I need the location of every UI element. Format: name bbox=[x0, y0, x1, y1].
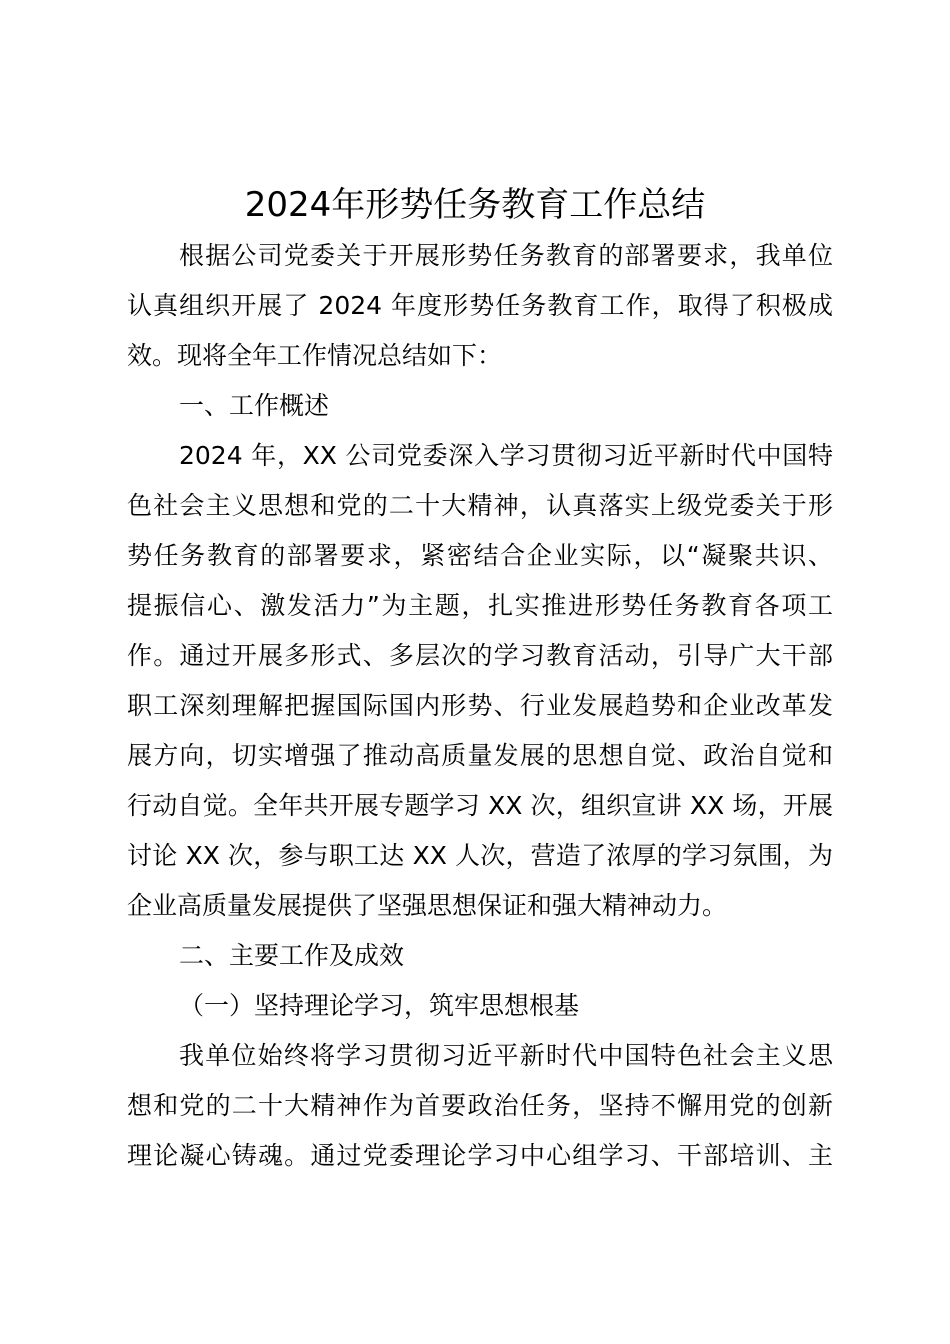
paragraph-line: 企业高质量发展提供了坚强思想保证和强大精神动力。 bbox=[127, 891, 728, 920]
paragraph-line: 二、主要工作及成效 bbox=[179, 941, 405, 970]
document-title: 2024年形势任务教育工作总结 bbox=[244, 185, 706, 225]
paragraph-line: 讨论 XX 次，参与职工达 XX 人次，营造了浓厚的学习氛围，为 bbox=[127, 841, 833, 870]
paragraph-line: 认真组织开展了 2024 年度形势任务教育工作，取得了积极成 bbox=[127, 291, 833, 320]
paragraph-line: 想和党的二十大精神作为首要政治任务，坚持不懈用党的创新 bbox=[127, 1091, 833, 1120]
paragraph-line: 理论凝心铸魂。通过党委理论学习中心组学习、干部培训、主 bbox=[127, 1141, 833, 1170]
paragraph-line: 提振信心、激发活力”为主题，扎实推进形势任务教育各项工 bbox=[127, 591, 833, 620]
paragraph-line: （一）坚持理论学习，筑牢思想根基 bbox=[179, 991, 580, 1020]
paragraph-line: 行动自觉。全年共开展专题学习 XX 次，组织宣讲 XX 场，开展 bbox=[127, 791, 833, 820]
document-body bbox=[127, 231, 833, 1181]
paragraph-line: 效。现将全年工作情况总结如下： bbox=[127, 341, 503, 370]
paragraph-line: 作。通过开展多形式、多层次的学习教育活动，引导广大干部 bbox=[127, 641, 833, 670]
paragraph-line: 2024 年，XX 公司党委深入学习贯彻习近平新时代中国特 bbox=[179, 441, 833, 470]
paragraph-line: 一、工作概述 bbox=[179, 391, 330, 420]
paragraph-line: 我单位始终将学习贯彻习近平新时代中国特色社会主义思 bbox=[179, 1041, 833, 1070]
paragraph-line: 展方向，切实增强了推动高质量发展的思想自觉、政治自觉和 bbox=[127, 741, 833, 770]
paragraph-line: 势任务教育的部署要求，紧密结合企业实际，以“凝聚共识、 bbox=[127, 541, 833, 570]
paragraph-line: 职工深刻理解把握国际国内形势、行业发展趋势和企业改革发 bbox=[127, 691, 833, 720]
paragraph-line: 色社会主义思想和党的二十大精神，认真落实上级党委关于形 bbox=[127, 491, 833, 520]
paragraph-line: 根据公司党委关于开展形势任务教育的部署要求，我单位 bbox=[179, 241, 833, 270]
